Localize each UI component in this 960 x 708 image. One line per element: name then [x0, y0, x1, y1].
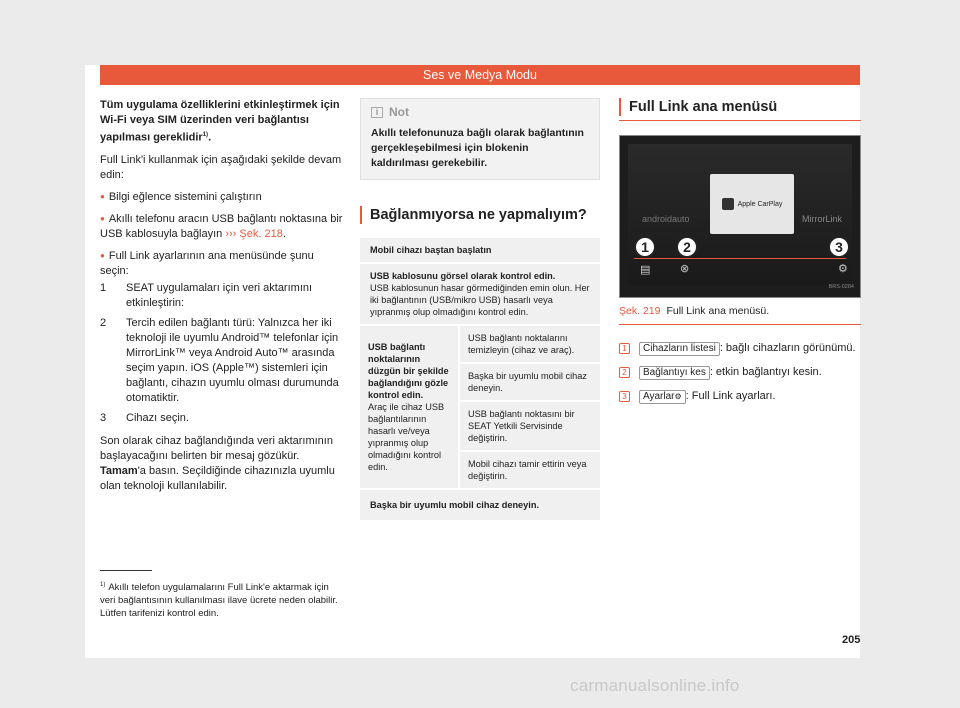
table-cell: USB bağlantı noktasını bir SEAT Yetkili Servisinde değiştirin. — [460, 402, 600, 450]
bullet-3-text: Full Link ayarlarının ana menüsünde şunu seçin: — [100, 249, 314, 277]
disconnect-softkey: Bağlantıyı kes — [639, 366, 710, 380]
fulllink-title: Full Link ana menüsü — [619, 98, 861, 116]
note-box — [360, 98, 600, 180]
carplay-tile — [710, 174, 794, 234]
final-text-post: 'a basın. Seçildiğinde cihazınızla uyumlu olan teknoloji kullanılabilir. — [100, 464, 335, 492]
step-number: 2 — [100, 316, 107, 329]
table-cell-left — [360, 326, 458, 488]
step-item — [100, 316, 345, 406]
table-row — [360, 264, 600, 324]
figure-link[interactable]: ››› Şek. 218 — [225, 227, 283, 240]
legend-number: 3 — [619, 391, 630, 402]
callout-1: 1 — [634, 236, 656, 258]
callout-3: 3 — [828, 236, 850, 258]
footnote-ref[interactable]: 1) — [202, 132, 209, 138]
fulllink-title-wrap — [619, 98, 861, 121]
bullet-1 — [100, 190, 345, 205]
mirrorlink-label: MirrorLink — [801, 214, 842, 224]
gear-icon: ⚙ — [674, 392, 682, 401]
section-header: Ses ve Medya Modu — [100, 65, 860, 85]
legend-item — [619, 341, 861, 356]
device-list-softkey: Cihazların listesi — [639, 342, 720, 356]
intro-end: . — [208, 131, 212, 144]
table-cell-text: Araç ile cihaz USB bağlantılarının hasarlı ve/veya yıpranmış olup olmadığını kontrol edin. — [368, 402, 445, 472]
step-list — [100, 281, 345, 426]
bullet-2-end: . — [282, 227, 286, 240]
step-text: SEAT uygulamaları için veri aktarımını etkinleştirin: — [126, 281, 313, 309]
legend-item — [619, 389, 861, 404]
figure-caption — [619, 304, 861, 325]
device-list-icon: ▤ — [640, 264, 651, 276]
step-text: Tercih edilen bağlantı türü: Yalnızca her iki teknoloji ile uyumlu Android™ telefonlar için MirrorLink™ veya Android Auto™ arasında seçim yapın. iOS (Apple™) sistemleri için bağlantı, cihazın uyumlu olması durumunda otomatiktir. — [126, 316, 339, 404]
note-text: Akıllı telefonunuza bağlı olarak bağlantının gerçekleşebilmesi için blokenin kaldırılması gerekebilir. — [371, 127, 584, 169]
settings-softkey — [639, 390, 686, 404]
troubleshoot-table — [360, 238, 600, 520]
settings-softkey-label: Ayarlar — [643, 391, 675, 402]
legend-text: : etkin bağlantıyı kesin. — [709, 366, 822, 378]
ok-keyword: Tamam — [100, 464, 138, 477]
carplay-icon — [722, 198, 734, 210]
bullet-3 — [100, 249, 345, 279]
settings-icon: ⚙ — [838, 263, 848, 275]
bullet-icon — [100, 191, 109, 203]
step-number: 3 — [100, 411, 107, 424]
final-text-pre: Son olarak cihaz bağlandığında veri aktarımının başlayacağını belirten bir mesaj gözükür. — [100, 434, 333, 462]
bullet-icon — [100, 213, 109, 225]
figure-caption-text: Full Link ana menüsü. — [666, 305, 770, 317]
carplay-label: Apple CarPlay — [737, 200, 783, 208]
bullet-icon — [100, 250, 109, 262]
step-number: 1 — [100, 281, 107, 294]
callout-2: 2 — [676, 236, 698, 258]
legend-number: 1 — [619, 343, 630, 354]
table-row: Başka bir uyumlu mobil cihaz deneyin. — [360, 490, 600, 520]
intro-paragraph — [100, 98, 345, 146]
final-paragraph — [100, 434, 345, 494]
note-header — [371, 105, 589, 120]
legend-number: 2 — [619, 367, 630, 378]
legend-text: : bağlı cihazların görünümü. — [719, 342, 856, 354]
table-cell-text: USB kablosunun hasar görmediğinden emin olun. Her iki bağlantının (USB/mikro USB) hasarlı veya yıpranmış olup olmadığını kontrol edin. — [370, 283, 590, 317]
troubleshoot-title: Bağlanmıyorsa ne yapmalıyım? — [360, 206, 600, 224]
legend-text: : Full Link ayarları. — [685, 390, 776, 402]
table-cell-bold: USB bağlantı noktalarının düzgün bir şekilde bağlandığını gözle kontrol edin. — [368, 342, 449, 400]
watermark: carmanualsonline.info — [570, 676, 740, 695]
legend-item — [619, 365, 861, 380]
column-middle — [360, 98, 600, 522]
bullet-2 — [100, 212, 345, 242]
footnote-marker: 1) — [100, 582, 106, 588]
step-text: Cihazı seçin. — [126, 411, 189, 424]
table-cell-right-group — [460, 326, 600, 488]
note-label: Not — [389, 105, 409, 119]
bullet-1-text: Bilgi eğlence sistemini çalıştırın — [108, 190, 262, 203]
footnote-divider — [100, 570, 152, 571]
table-cell: Mobil cihazı tamir ettirin veya değiştirin. — [460, 452, 600, 488]
footnote-text: Akıllı telefon uygulamalarını Full Link'e aktarmak için veri bağlantısının kullanılması ilave ücrete neden olabilir. Lütfen tarifenizi kontrol edin. — [100, 582, 338, 620]
page-number: 205 — [842, 634, 861, 646]
fulllink-screen-figure — [619, 135, 861, 298]
screen-display — [628, 144, 852, 285]
footnote — [100, 579, 346, 620]
column-left — [100, 98, 345, 501]
info-icon: i — [371, 107, 383, 118]
step-item — [100, 411, 345, 426]
usage-paragraph: Full Link'i kullanmak için aşağıdaki şekilde devam edin: — [100, 153, 342, 181]
bullet-2-text: Akıllı telefonu aracın USB bağlantı noktasına bir USB kablosuyla bağlayın — [100, 212, 343, 240]
table-cell: Başka bir uyumlu mobil cihaz deneyin. — [460, 364, 600, 400]
figure-code: BRS-0284 — [828, 284, 854, 290]
table-row: Mobil cihazı baştan başlatın — [360, 238, 600, 262]
figure-ref: Şek. 219 — [619, 305, 661, 317]
bottom-bar-divider — [634, 258, 846, 259]
disconnect-icon: ⊗ — [680, 263, 690, 275]
intro-text: Tüm uygulama özelliklerini etkinleştirmek için Wi-Fi veya SIM üzerinden veri bağlantısı yapılması gereklidir — [100, 99, 340, 144]
column-right — [619, 98, 861, 413]
table-row — [360, 326, 600, 488]
step-item — [100, 281, 345, 311]
table-cell-bold: USB kablosunu görsel olarak kontrol edin. — [370, 271, 556, 281]
table-cell: USB bağlantı noktalarını temizleyin (cihaz ve araç). — [460, 326, 600, 362]
androidauto-label: androidauto — [642, 214, 690, 224]
